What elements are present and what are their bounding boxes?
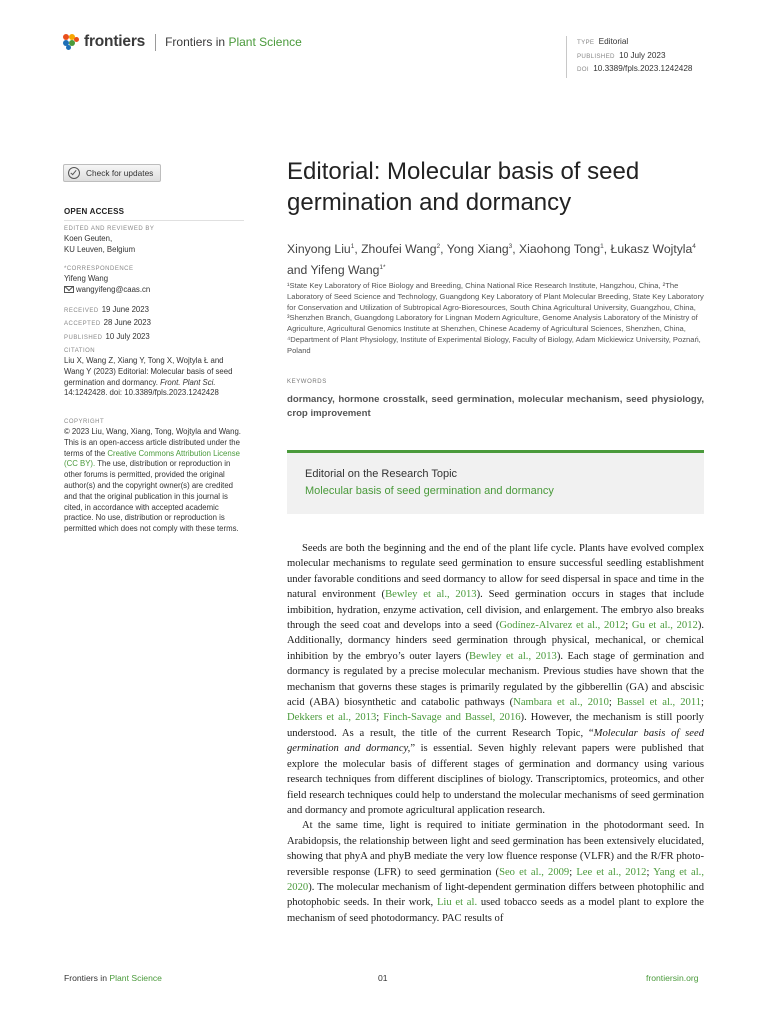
author-affiliation-marker: 4 <box>692 243 696 250</box>
author-name[interactable]: Xinyong Liu <box>287 242 351 256</box>
citation-block <box>64 347 244 399</box>
body-text-run: ; <box>608 697 617 709</box>
citation-link[interactable]: Liu et al. <box>436 897 478 909</box>
author-affiliation-marker: 3 <box>508 243 513 250</box>
page-number: 01 <box>378 973 388 983</box>
frontiers-logo[interactable] <box>63 33 302 51</box>
body-text-run: ; <box>646 866 654 878</box>
citation-link[interactable]: Godínez-Alvarez et al., 2012 <box>499 620 626 632</box>
copyright-pre: © 2023 Liu, Wang, Xiang, Tong, Wojtyla and Wang. This is an open-access article distributed under the terms of the <box>64 427 241 458</box>
body-text-run: ” is essential. Seven highly relevant papers were published that explore the molecular basis of different stages of germination and dormancy using various research techniques from different disciplines of biology. Transcriptomics, proteomics, and other field research techniques could help to understand the molecular mechanisms of seed germination and dormancy and promote agricultural application research. <box>287 743 704 816</box>
meta-published-label: PUBLISHED <box>577 52 615 60</box>
footer-site-link[interactable]: frontiersin.org <box>646 973 699 983</box>
received-value: 19 June 2023 <box>101 305 149 314</box>
footer-journal-prefix: Frontiers in <box>64 973 107 983</box>
published-date <box>64 331 244 344</box>
affiliations: ¹State Key Laboratory of Rice Biology and Breeding, China National Rice Research Institute, Hangzhou, China, ²The Laboratory of Seed Science and Technology, Guangdong Key Laboratory of Plant Molecular Breeding, State Key Laboratory for Conservation and Utilization of Subtropical Agro-Bioresources, South China Agricultural University, Guangzhou, China, ³Shenzhen Branch, Guangdong Laboratory for Lingnan Modern Agriculture, Genome Analysis Laboratory of the Ministry of Agriculture, Agricultural Genomics Institute at Shenzhen, Chinese Academy of Agricultural Sciences, Shenzhen, China, ⁴Department of Plant Physiology, Institute of Experimental Biology, Faculty of Biology, Adam Mickiewicz University, Poznań, Poland <box>287 281 704 355</box>
citation-link[interactable]: Bassel et al., 2011 <box>616 697 702 709</box>
author-name[interactable]: Yong Xiang <box>446 242 509 256</box>
body-text-run: ; <box>701 697 704 709</box>
citation-link[interactable]: Nambara et al., 2010 <box>513 697 609 709</box>
citation-volume: 14:1242428. <box>64 388 108 398</box>
article-body <box>287 541 704 926</box>
body-text-run: ). Each stage of germination and dormancy is regulated by a precise molecular mechanism. Previous studies have shown that the mechanism that governs these stages is primarily regulated by the gibberellin (GA) and abscisic acid (ABA) biosynthetic and catabolic pathways ( <box>287 650 704 709</box>
email-text[interactable]: wangyifeng@caas.cn <box>76 284 151 294</box>
research-topic-link[interactable]: Molecular basis of seed germination and dormancy <box>305 485 554 497</box>
meta-published-value: 10 July 2023 <box>619 50 666 60</box>
meta-published <box>577 50 692 64</box>
frontiers-logo-icon <box>63 34 80 51</box>
author-affiliation-marker: 1 <box>350 243 355 250</box>
received-date <box>64 304 244 317</box>
citation-link[interactable]: Bewley et al., 2013 <box>385 589 477 601</box>
body-text-run: ; <box>376 712 384 724</box>
research-topic-box <box>287 450 704 514</box>
cc-license-link[interactable]: Creative Commons Attribution License (CC BY). <box>64 448 240 469</box>
journal-prefix: Frontiers in <box>165 35 226 49</box>
journal-name[interactable] <box>165 35 302 49</box>
meta-type <box>577 36 692 50</box>
citation-link[interactable]: Finch-Savage and Bassel, 2016 <box>383 712 521 724</box>
correspondence-label: *CORRESPONDENCE <box>64 266 134 272</box>
body-text-run: used tobacco seeds as a model plant to explore the mechanism of seed photodormancy. PAC results of <box>287 897 704 924</box>
author-affiliation-marker: 1 <box>600 243 604 250</box>
accepted-date <box>64 317 244 330</box>
citation-text <box>64 356 244 399</box>
keywords: dormancy, hormone crosstalk, seed germination, molecular mechanism, seed physiology, crop improvement <box>287 394 704 419</box>
editor-name: Koen Geuten, <box>64 234 113 243</box>
citation-link[interactable]: Seo et al., 2009 <box>499 866 570 878</box>
body-text-run: ). The molecular mechanism of light-dependent germination differs between photophilic and photophobic seeds. In their work, <box>287 881 704 909</box>
citation-journal: Front. Plant Sci. <box>160 377 216 387</box>
body-paragraph <box>287 818 704 926</box>
citation-label: CITATION <box>64 348 96 354</box>
journal-field: Plant Science <box>228 35 302 49</box>
author-name[interactable]: Łukasz Wojtyla <box>610 242 693 256</box>
check-updates-button[interactable] <box>63 164 161 182</box>
body-text-run: ; <box>569 866 577 878</box>
citation-doi[interactable]: doi: 10.3389/fpls.2023.1242428 <box>109 388 219 398</box>
body-text-run: ; <box>625 620 632 632</box>
open-access <box>64 207 244 216</box>
author-name[interactable]: Xiaohong Tong <box>519 242 601 256</box>
author-affiliation-marker: 2 <box>436 243 441 250</box>
correspondence-block <box>64 265 244 296</box>
citation-link[interactable]: Bewley et al., 2013 <box>469 650 557 662</box>
edited-by-label: EDITED AND REVIEWED BY <box>64 226 155 232</box>
footer-journal-field: Plant Science <box>109 973 162 983</box>
copyright-post: The use, distribution or reproduction in other forums is permitted, provided the original author(s) and the copyright owner(s) are credited and that the original publication in this journal is cited, in accordance with accepted academic practice. No use, distribution or reproduction is permitted which does not comply with these terms. <box>64 459 239 534</box>
body-text-run: At the same time, light is required to initiate germination in the photodormant seed. In Arabidopsis, the relationship between light and seed germination has been extensively elucidated, showing that phyA and phyB mediate the very low fluence response (VLFR) and the R/FR photo-reversible response (LFR) to seed germination ( <box>287 820 704 878</box>
body-text-run: Seeds are both the beginning and the end of the plant life cycle. Plants have evolved complex molecular mechanisms to regulate seed germination to ensure successful seedling establishment under favorable conditions and seed dormancy to allow for seed dispersal in space and time in the natural environment ( <box>287 543 704 601</box>
copyright-text <box>64 427 244 535</box>
correspondence-email[interactable] <box>64 285 244 296</box>
open-access-label: OPEN ACCESS <box>64 207 125 216</box>
copyright-block <box>64 418 244 535</box>
author-list: Xinyong Liu$^1$, Zhoufei Wang$^2$, Yong Xiang$^3$, Xiaohong Tong$^1$, Łukasz Wojtyla$^4$ and Yifeng Wang$^{1*}$ <box>287 242 696 277</box>
citation-link[interactable]: Gu et al., 2012 <box>631 620 698 632</box>
body-text-run: ). Seed germination occurs in stages that include imbibition, hydration, enzyme activation, cell division, and enlargement. The embryo also breaks through the seed coat and develops into a seed ( <box>287 589 704 632</box>
body-paragraph <box>287 541 704 818</box>
article-title: Editorial: Molecular basis of seed germination and dormancy <box>287 158 640 216</box>
published-label: PUBLISHED <box>64 334 103 341</box>
accepted-label: ACCEPTED <box>64 321 101 328</box>
header-divider <box>155 34 156 51</box>
body-text-run: ). However, the mechanism is still poorly understood. As a result, the title of the current Research Topic, “ <box>287 712 704 739</box>
dates-block <box>64 304 244 344</box>
citation-link[interactable]: Yang et al., 2020 <box>287 866 704 893</box>
accepted-value: 28 June 2023 <box>103 318 151 328</box>
check-updates-icon <box>68 167 80 179</box>
check-updates-label: Check for updates <box>86 168 154 178</box>
copyright-label: COPYRIGHT <box>64 419 105 425</box>
keywords-label: KEYWORDS <box>287 379 327 385</box>
meta-type-label: TYPE <box>577 39 595 46</box>
sidebar-divider <box>64 220 244 221</box>
article-meta <box>566 36 692 78</box>
correspondence-name: Yifeng Wang <box>64 274 109 283</box>
meta-doi-value[interactable]: 10.3389/fpls.2023.1242428 <box>593 64 693 74</box>
author-name[interactable]: Zhoufei Wang <box>361 242 437 256</box>
meta-doi[interactable] <box>577 63 692 77</box>
body-text-run: ). Additionally, dormancy hinders seed germination through physical, mechanical, or chemical inhibition by the embryo’s outer layers ( <box>287 620 704 662</box>
envelope-icon <box>64 286 74 293</box>
meta-doi-label: DOI <box>577 66 589 74</box>
citation-body: Liu X, Wang Z, Xiang Y, Tong X, Wojtyla Ł and Wang Y (2023) Editorial: Molecular basis of seed germination and dormancy. <box>64 356 233 387</box>
brand-name: frontiers <box>84 33 146 50</box>
citation-link[interactable]: Lee et al., 2012 <box>576 866 647 878</box>
published-value: 10 July 2023 <box>105 331 150 341</box>
author-name[interactable]: Yifeng Wang <box>310 262 380 277</box>
editor-affiliation: KU Leuven, Belgium <box>64 244 136 254</box>
meta-type-value: Editorial <box>598 37 629 46</box>
author-affiliation-marker: 1* <box>379 263 386 271</box>
received-label: RECEIVED <box>64 308 99 314</box>
body-text-run: Molecular basis of seed germination and dormancy, <box>287 727 704 755</box>
footer-journal[interactable] <box>64 973 162 983</box>
edited-by-block <box>64 225 244 256</box>
citation-link[interactable]: Dekkers et al., 2013 <box>287 712 377 724</box>
research-topic-label: Editorial on the Research Topic <box>305 468 458 480</box>
